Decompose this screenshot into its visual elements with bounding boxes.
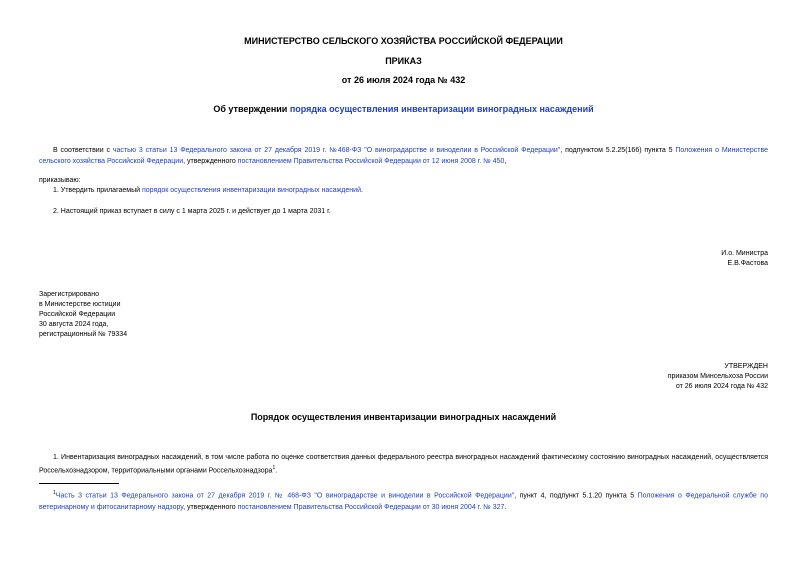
signature-name: Е.В.Фастова (727, 260, 768, 267)
order-item-1-text: 1. Утвердить прилагаемый (53, 187, 142, 194)
preamble-link-law[interactable]: частью 3 статьи 13 Федерального закона от 27 декабря 2019 г. №468-ФЗ "О виноградарстве и виноделии в Российской Федерации" (112, 147, 561, 154)
preamble-text-1: В соответствии с (53, 147, 113, 154)
footnote-link-law[interactable]: Часть 3 статьи 13 Федерального закона от 27 декабря 2019 г. № 468-ФЗ "О виноградарстве и виноделии в Российской Федерации" (55, 492, 515, 500)
preamble-text-3: , утвержденного (183, 158, 238, 165)
procedure-paragraph-1 (39, 452, 768, 476)
preamble-link-resolution[interactable]: постановлением Правительства Российской Федерации от 12 июня 2008 г. № 450 (237, 158, 505, 165)
prikazyvayu-text: приказываю: (39, 177, 81, 184)
preamble-text-4: , (504, 158, 507, 165)
footnote-text (39, 487, 768, 514)
preamble-text-2: , подпунктом 5.2.25(166) пункта 5 (560, 147, 676, 154)
order-item-1-link[interactable]: порядок осуществления инвентаризации виноградных насаждений (141, 187, 361, 194)
order-item-1 (53, 186, 363, 195)
doc-date-heading: от 26 июля 2024 года № 432 (341, 75, 466, 85)
procedure-p1-text: 1. Инвентаризация виноградных насаждений, в том числе работа по оценке соответствия данных федерального реестра виноградных насаждений фактическому состоянию виноградных насаждений, осуществляется Россельхознадзором, территориальными органами Россельхознадзора (39, 454, 768, 475)
footnote-link-regulation[interactable]: Положения о Федеральной службе по ветеринарному и фитосанитарному надзору (39, 492, 768, 512)
registration-line: Российской Федерации (39, 311, 116, 318)
footnote-ref[interactable]: 1 (272, 465, 276, 471)
approved-date: от 26 июля 2024 года № 432 (675, 383, 768, 390)
footnote-text-1: , пункт 4, подпункт 5.1.20 пункта 5 (514, 492, 638, 500)
footnote-text-3: . (504, 504, 507, 512)
preamble-paragraph (39, 145, 768, 167)
doc-type-heading: ПРИКАЗ (385, 56, 422, 66)
footnote-divider (39, 483, 119, 484)
procedure-title: Порядок осуществления инвентаризации виноградных насаждений (250, 412, 557, 422)
approved-order: приказом Минсельхоза России (667, 373, 768, 380)
registration-line: регистрационный № 79334 (39, 331, 128, 338)
approved-stamp: УТВЕРЖДЕН (724, 363, 768, 370)
title-prefix: Об утверждении (213, 104, 290, 114)
order-item-2: 2. Настоящий приказ вступает в силу с 1 марта 2025 г. и действует до 1 марта 2031 г. (53, 208, 331, 215)
footnote-link-resolution[interactable]: постановлением Правительства Российской Федерации от 30 июня 2004 г. № 327 (237, 504, 505, 512)
registration-line: 30 августа 2024 года, (39, 321, 109, 328)
title-link[interactable]: порядка осуществления инвентаризации виноградных насаждений (289, 104, 594, 114)
registration-line: Зарегистрировано (39, 291, 99, 298)
signature-position: И.о. Министра (721, 250, 768, 257)
registration-line: в Министерстве юстиции (39, 301, 121, 308)
document-title (0, 104, 807, 114)
ministry-heading: МИНИСТЕРСТВО СЕЛЬСКОГО ХОЗЯЙСТВА РОССИЙСКОЙ ФЕДЕРАЦИИ (244, 36, 563, 46)
footnote-text-2: , утвержденного (183, 504, 238, 512)
footnote-mark: 1 (53, 490, 56, 496)
procedure-p1-end: . (275, 467, 278, 475)
order-item-1-end: . (360, 187, 363, 194)
preamble-link-regulation[interactable]: Положения о Министерстве сельского хозяйства Российской Федерации (39, 147, 768, 165)
